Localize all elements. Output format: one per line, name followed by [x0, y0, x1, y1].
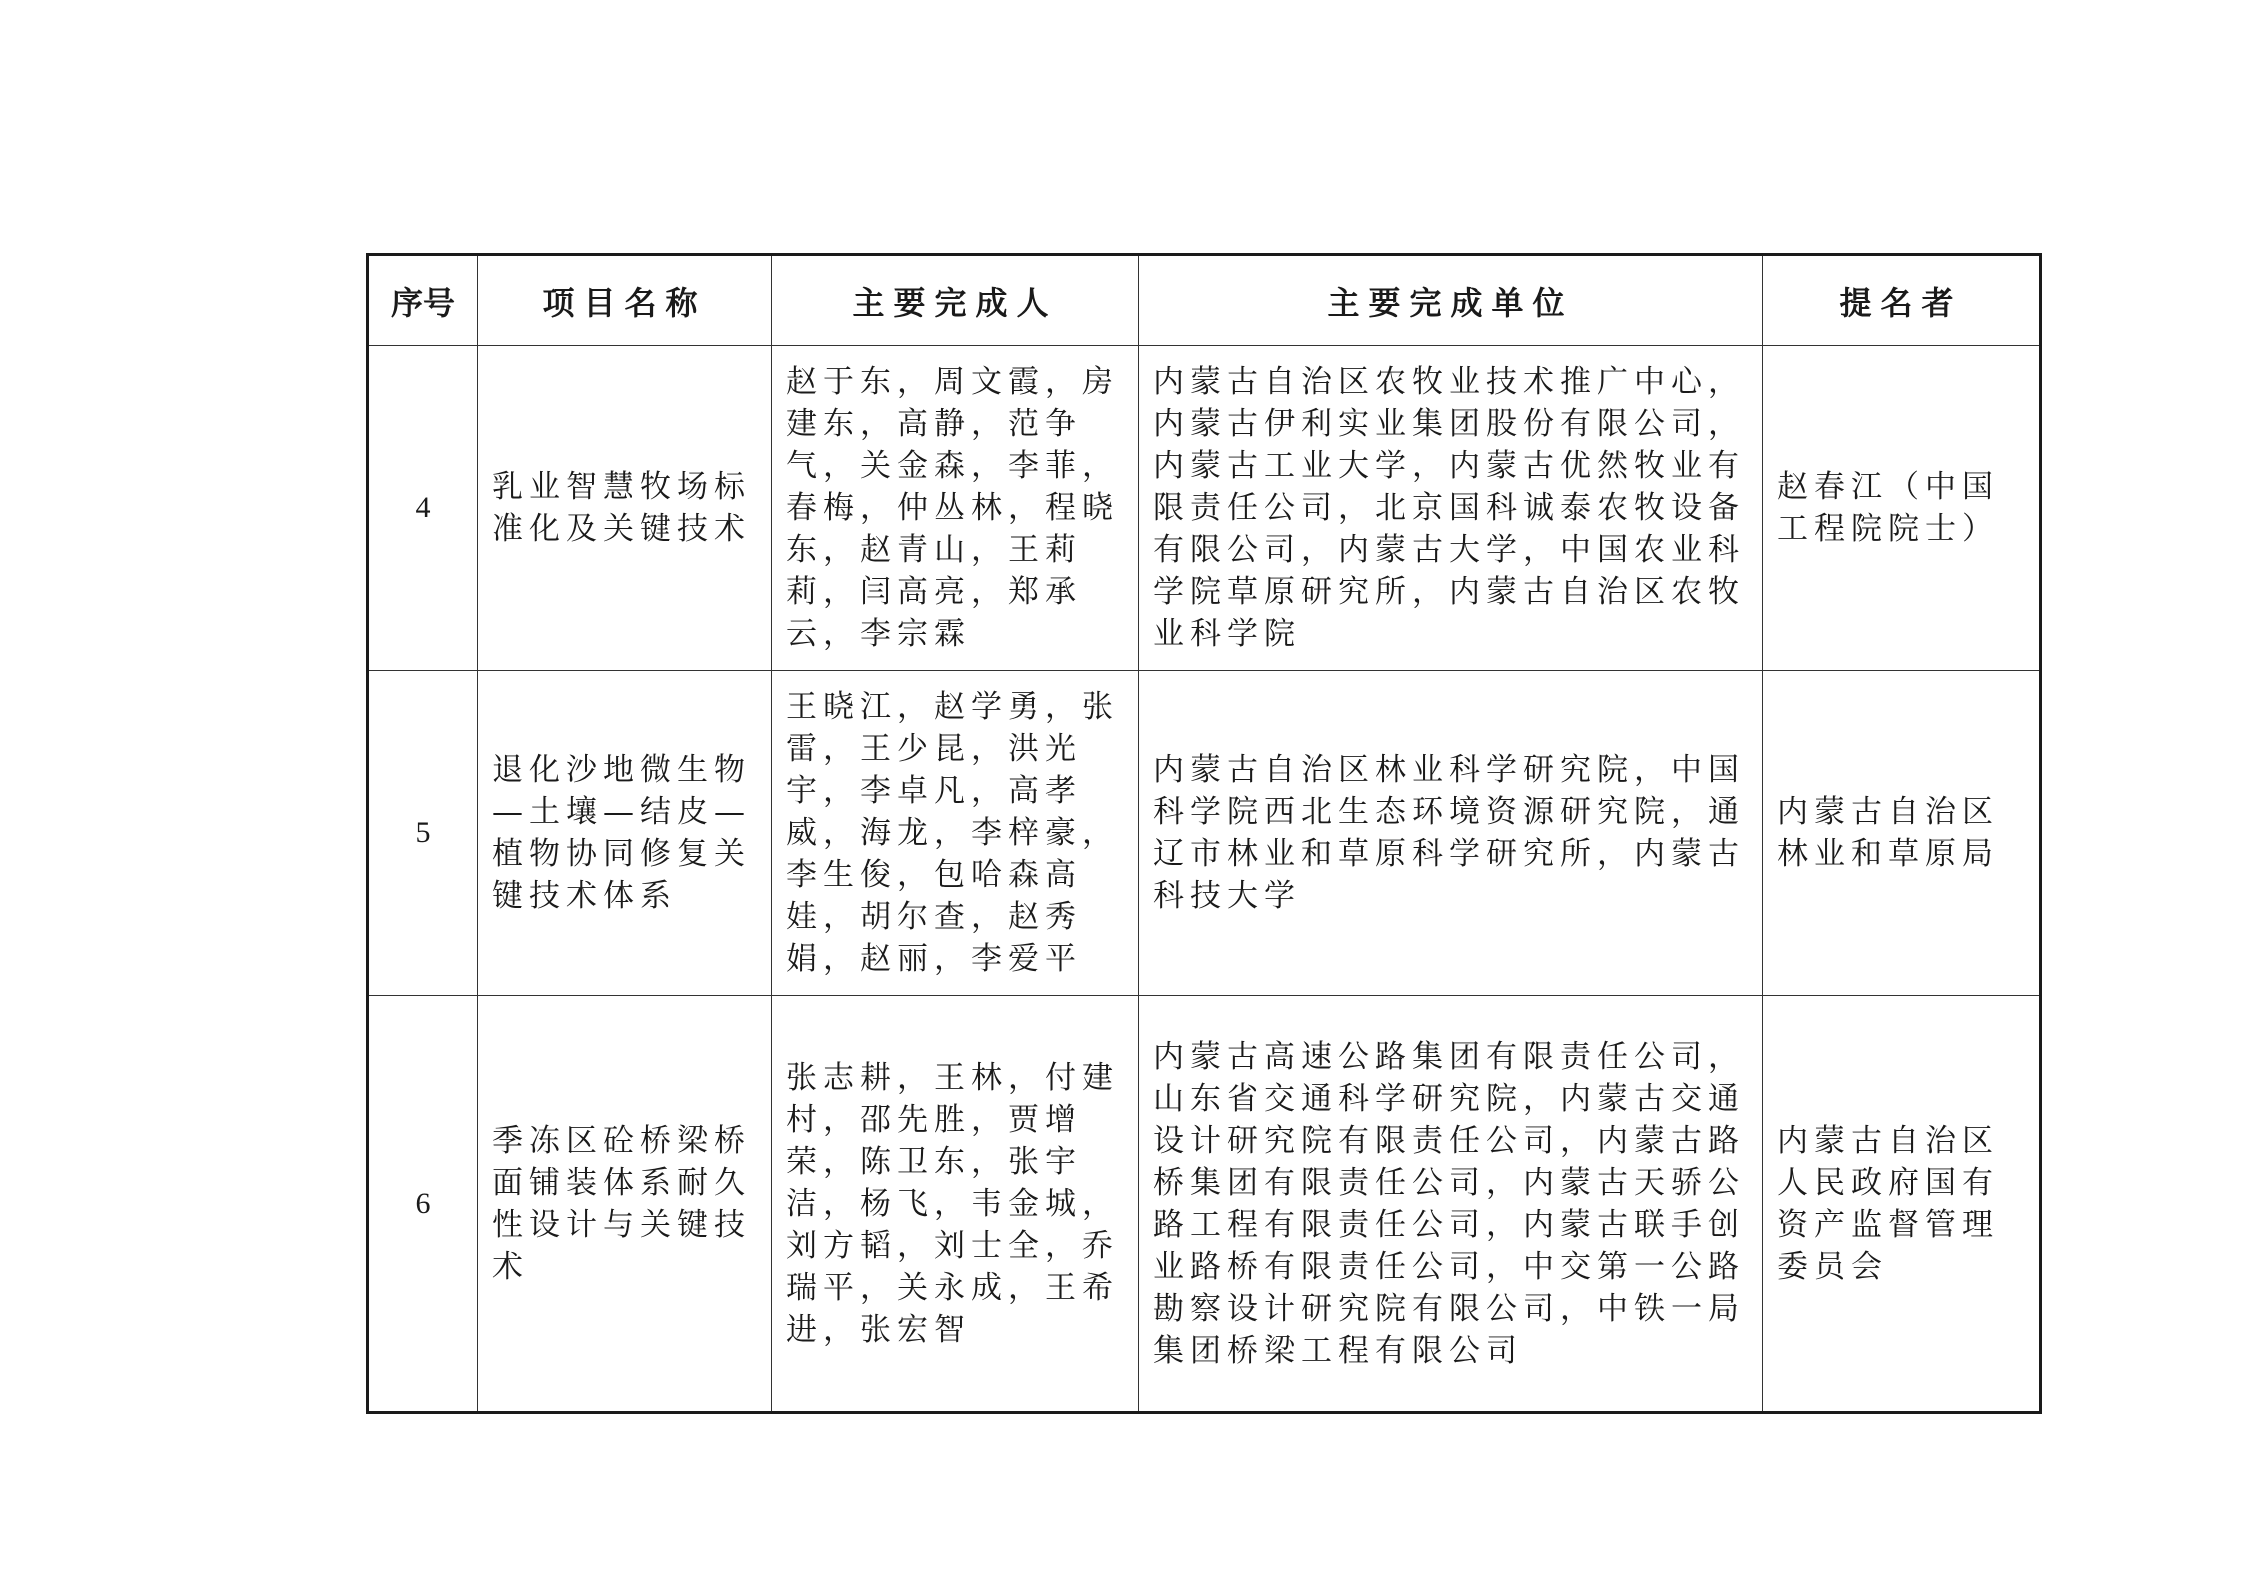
cell-nominator: 内蒙古自治区人民政府国有资产监督管理委员会	[1763, 996, 2041, 1413]
cell-main-persons: 王晓江，赵学勇，张雷，王少昆，洪光宇，李卓凡，高孝威，海龙，李梓豪，李生俊，包哈森高娃，胡尔查，赵秀娟，赵丽，李爱平	[772, 671, 1139, 996]
table-row	[368, 346, 2041, 671]
cell-main-persons: 赵于东，周文霞，房建东，高静，范争气，关金森，李菲，春梅，仲丛林，程晓东，赵青山，王莉莉，闫高亮，郑承云，李宗霖	[772, 346, 1139, 671]
table-header-row	[368, 255, 2041, 346]
header-nominator: 提名者	[1763, 255, 2041, 346]
cell-project-name: 季冻区砼桥梁桥面铺装体系耐久性设计与关键技术	[478, 996, 772, 1413]
cell-seq: 5	[368, 671, 478, 996]
header-seq: 序号	[368, 255, 478, 346]
table-row	[368, 996, 2041, 1413]
cell-main-units: 内蒙古高速公路集团有限责任公司，山东省交通科学研究院，内蒙古交通设计研究院有限责任公司，内蒙古路桥集团有限责任公司，内蒙古天骄公路工程有限责任公司，内蒙古联手创业路桥有限责任公司，中交第一公路勘察设计研究院有限公司，中铁一局集团桥梁工程有限公司	[1139, 996, 1763, 1413]
award-projects-table	[366, 253, 2042, 1414]
cell-main-persons: 张志耕，王林，付建村，邵先胜，贾增荣，陈卫东，张宇洁，杨飞，韦金城，刘方韬，刘士全，乔瑞平，关永成，王希进，张宏智	[772, 996, 1139, 1413]
header-main-units: 主要完成单位	[1139, 255, 1763, 346]
cell-main-units: 内蒙古自治区农牧业技术推广中心，内蒙古伊利实业集团股份有限公司，内蒙古工业大学，内蒙古优然牧业有限责任公司，北京国科诚泰农牧设备有限公司，内蒙古大学，中国农业科学院草原研究所，内蒙古自治区农牧业科学院	[1139, 346, 1763, 671]
cell-main-units: 内蒙古自治区林业科学研究院，中国科学院西北生态环境资源研究院，通辽市林业和草原科学研究所，内蒙古科技大学	[1139, 671, 1763, 996]
cell-nominator: 内蒙古自治区林业和草原局	[1763, 671, 2041, 996]
table-row	[368, 671, 2041, 996]
header-project-name: 项目名称	[478, 255, 772, 346]
header-main-persons: 主要完成人	[772, 255, 1139, 346]
cell-seq: 4	[368, 346, 478, 671]
cell-project-name: 退化沙地微生物—土壤—结皮—植物协同修复关键技术体系	[478, 671, 772, 996]
cell-nominator: 赵春江（中国工程院院士）	[1763, 346, 2041, 671]
cell-seq: 6	[368, 996, 478, 1413]
cell-project-name: 乳业智慧牧场标准化及关键技术	[478, 346, 772, 671]
